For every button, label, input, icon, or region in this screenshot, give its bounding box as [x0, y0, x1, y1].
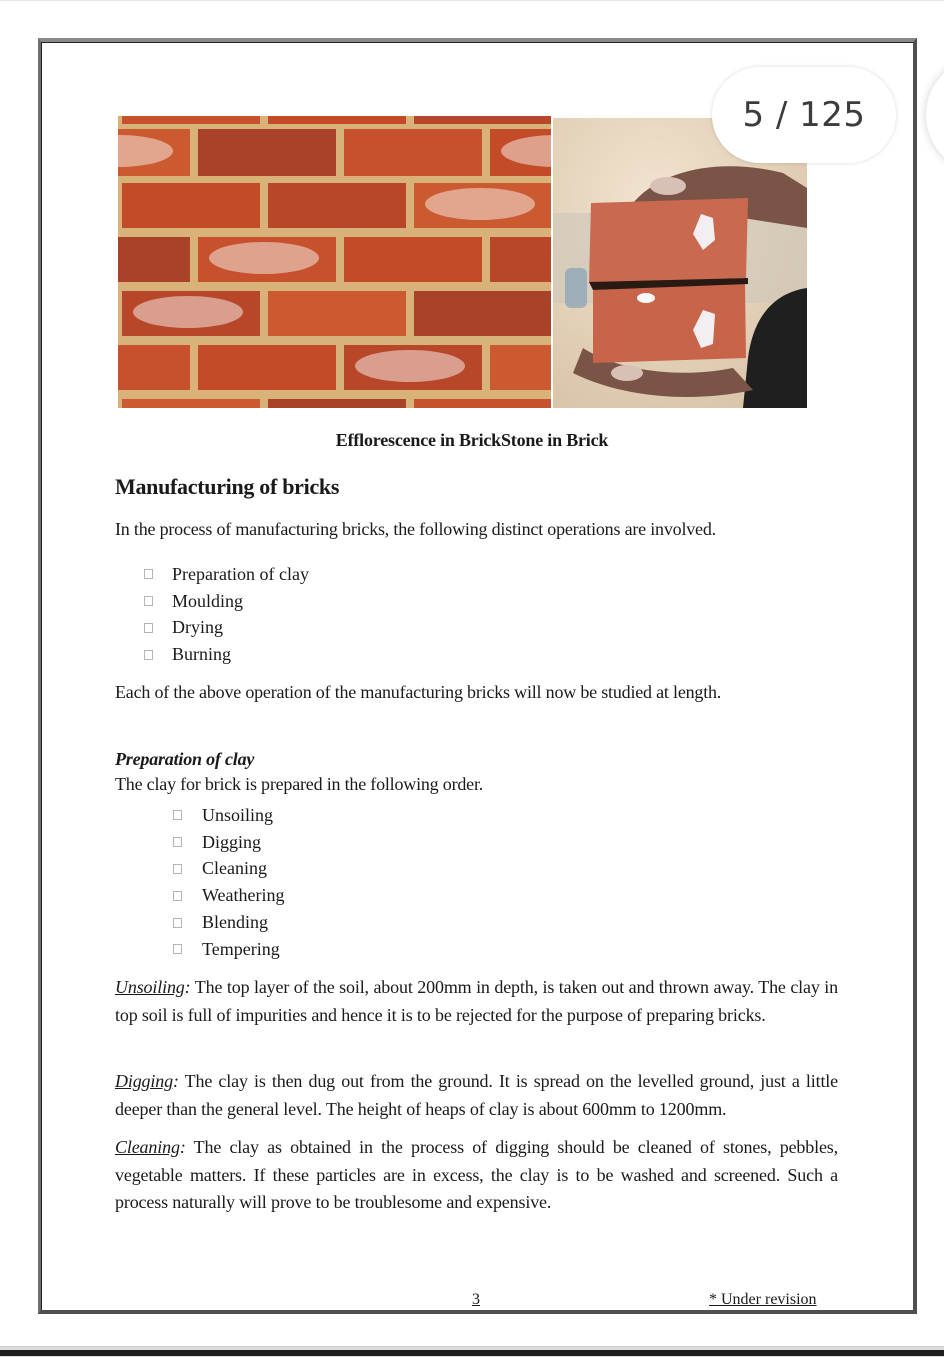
top-divider: [0, 0, 944, 1]
term-label: Cleaning: [115, 1137, 180, 1157]
operations-note: Each of the above operation of the manufacturing bricks will now be studied at length.: [115, 682, 722, 702]
list-item: Digging: [173, 829, 285, 856]
subsection-intro: The clay for brick is prepared in the following order.: [115, 774, 484, 794]
checkbox-bullet-icon: [144, 596, 153, 606]
intro-paragraph: In the process of manufacturing bricks, the following distinct operations are involved.: [115, 519, 716, 539]
checkbox-bullet-icon: [144, 569, 153, 579]
list-item: Cleaning: [173, 856, 285, 883]
digging-paragraph: Digging: The clay is then dug out from the ground. It is spread on the levelled ground, just a little deeper than the general level. The height of heaps of clay is about 600mm to 1200mm.: [115, 1071, 838, 1119]
bottom-edge: [0, 1350, 944, 1356]
steps-list: [173, 802, 285, 963]
list-item: Tempering: [173, 936, 285, 963]
list-item: Moulding: [144, 588, 309, 615]
checkbox-bullet-icon: [173, 944, 182, 954]
list-item: Weathering: [173, 882, 285, 909]
subsection-heading: Preparation of clay: [115, 749, 255, 769]
section-heading: Manufacturing of bricks: [115, 474, 340, 499]
list-item: Blending: [173, 909, 285, 936]
footer-page-number: 3: [472, 1291, 480, 1308]
checkbox-bullet-icon: [173, 837, 182, 847]
term-label: Digging: [115, 1071, 173, 1091]
checkbox-bullet-icon: [173, 918, 182, 928]
checkbox-bullet-icon: [173, 810, 182, 820]
checkbox-bullet-icon: [144, 650, 153, 660]
cleaning-paragraph: Cleaning: The clay as obtained in the process of digging should be cleaned of stones, pebbles, vegetable matters. If these particles are in excess, the clay is to be washed and screened. Such a process naturally will prove to be troublesome and expensive.: [115, 1137, 838, 1212]
page-counter-badge: 5 / 125: [712, 67, 896, 163]
checkbox-bullet-icon: [144, 623, 153, 633]
checkbox-bullet-icon: [173, 864, 182, 874]
unsoiling-paragraph: Unsoiling: The top layer of the soil, about 200mm in depth, is taken out and thrown away. The clay in top soil is full of impurities and hence it is to be rejected for the purpose of preparing bricks.: [115, 977, 838, 1025]
list-item: Unsoiling: [173, 802, 285, 829]
figure-caption: Efflorescence in BrickStone in Brick: [335, 430, 609, 450]
efflorescence-brick-wall-image: [118, 116, 551, 408]
footer-revision-note: * Under revision: [709, 1291, 817, 1308]
scroll-handle[interactable]: [926, 52, 944, 178]
operations-list: [144, 561, 309, 668]
list-item: Burning: [144, 641, 309, 668]
list-item: Drying: [144, 615, 309, 642]
list-item: Preparation of clay: [144, 561, 309, 588]
term-label: Unsoiling: [115, 977, 185, 997]
checkbox-bullet-icon: [173, 891, 182, 901]
